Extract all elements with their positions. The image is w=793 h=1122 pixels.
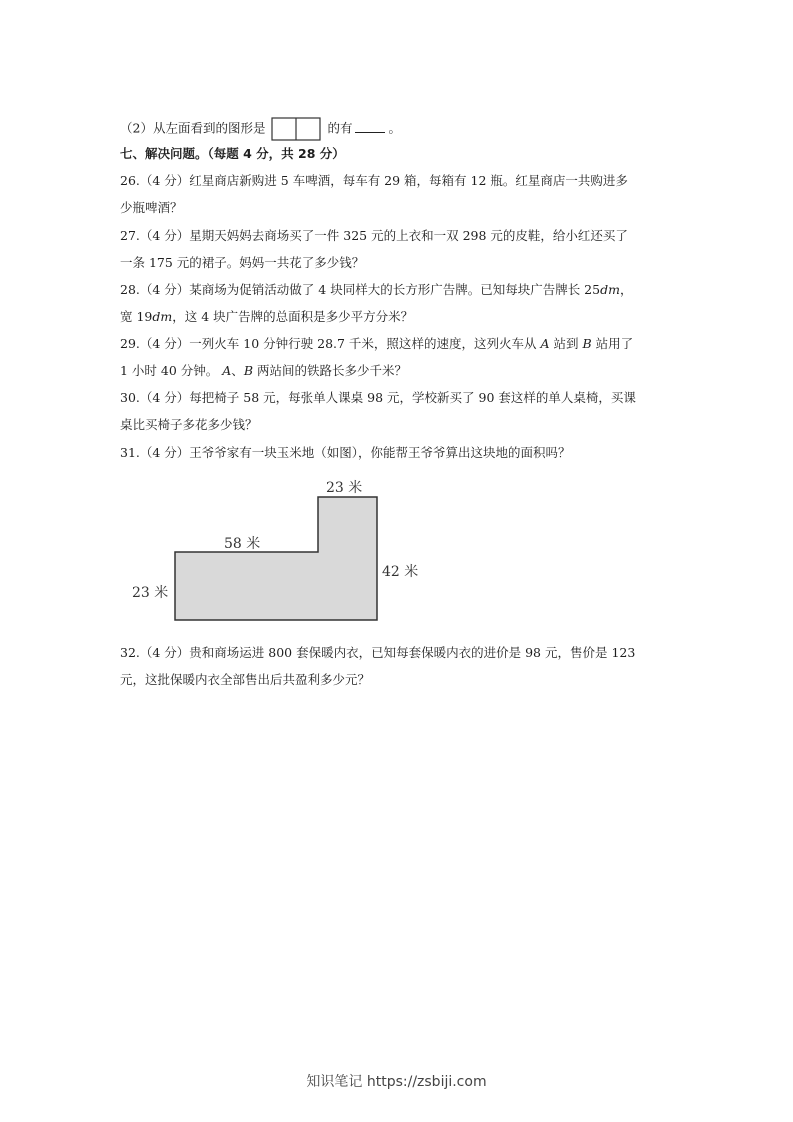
label-mid: 58 米 <box>224 536 261 552</box>
q31-line1: 31.（4 分）王爷爷家有一块玉米地（如图），你能帮王爷爷算出这块地的面积吗？ <box>120 445 571 460</box>
q29-text-b: 站到 <box>553 336 579 351</box>
q28-line2 <box>120 309 413 325</box>
label-right: 42 米 <box>382 564 419 580</box>
q29-text-e: 、 <box>231 363 244 378</box>
q26-line1: 26.（4 分）红星商店新购进 5 车啤酒，每车有 29 箱，每箱有 12 瓶。红星商店一共购进多 <box>120 173 628 188</box>
unit-dm: dm <box>600 282 620 297</box>
q32-line1: 32.（4 分）贵和商场运进 800 套保暖内衣，已知每套保暖内衣的进价是 98 元，售价是 123 <box>120 645 636 660</box>
q29-line2 <box>120 363 407 379</box>
q25-part2-line <box>120 117 401 141</box>
q30-line1: 30.（4 分）每把椅子 58 元，每张单人课桌 98 元，学校新买了 90 套这样的单人桌椅，买课 <box>120 390 636 405</box>
q32-line2: 元，这批保暖内衣全部售出后共盈利多少元？ <box>120 672 371 687</box>
unit-dm: dm <box>152 309 173 324</box>
q28-text-b: ， <box>619 282 633 297</box>
q25-prefix: （2）从左面看到的图形是 <box>120 120 266 136</box>
station-b: B <box>582 336 592 351</box>
q29-text-a: 29.（4 分）一列火车 10 分钟行驶 28.7 千米，照这样的速度，这列火车从 <box>120 336 537 351</box>
label-top: 23 米 <box>326 480 363 496</box>
cornfield-figure <box>120 470 440 633</box>
q26-line2: 少瓶啤酒？ <box>120 200 183 215</box>
q27-line2: 一条 175 元的裙子。妈妈一共花了多少钱？ <box>120 255 365 270</box>
q29-text-d: 1 小时 40 分钟。 <box>120 363 219 378</box>
cornfield-shape <box>175 497 377 620</box>
section-heading: 七、解决问题。（每题 4 分，共 28 分） <box>120 146 345 161</box>
q29-text-c: 站用了 <box>595 336 634 351</box>
q28-line1 <box>120 282 632 298</box>
q29-text-f: 两站间的铁路长多少千米？ <box>256 363 407 378</box>
q28-text-d: ，这 4 块广告牌的总面积是多少平方分米？ <box>172 309 414 324</box>
station-b: B <box>243 363 253 378</box>
q28-text-a: 28.（4 分）某商场为促销活动做了 4 块同样大的长方形广告牌。已知每块广告牌长 25 <box>120 282 601 297</box>
q29-line1 <box>120 336 633 352</box>
station-a: A <box>540 336 550 351</box>
station-a: A <box>222 363 232 378</box>
q28-text-c: 宽 19 <box>120 309 153 324</box>
q30-line2: 桌比买椅子多花多少钱？ <box>120 417 258 432</box>
label-left: 23 米 <box>132 585 169 601</box>
footer-watermark: 知识笔记 https://zsbiji.com <box>306 1074 487 1090</box>
two-squares-figure <box>271 117 321 141</box>
answer-blank <box>355 120 385 133</box>
cornfield-diagram <box>120 470 440 630</box>
q25-suffix-b: 。 <box>388 120 401 136</box>
q25-suffix-a: 的有 <box>327 120 353 136</box>
q27-line1: 27.（4 分）星期天妈妈去商场买了一件 325 元的上衣和一双 298 元的皮鞋，给小红还买了 <box>120 228 628 243</box>
